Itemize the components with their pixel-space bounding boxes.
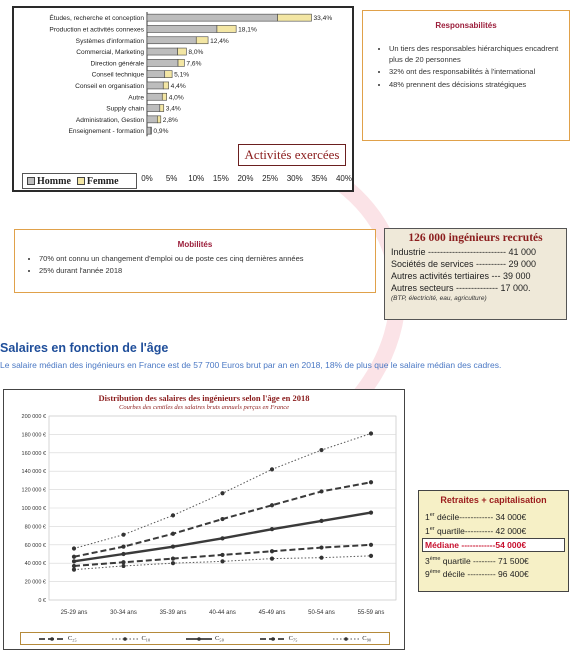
bar-homme: [147, 59, 178, 66]
bar-homme: [147, 82, 163, 89]
data-point: [171, 532, 175, 536]
data-point: [369, 431, 373, 435]
list-item: • 25% durant l'année 2018: [39, 265, 365, 277]
x-tick-label: 35%: [311, 174, 328, 183]
bar-homme: [147, 25, 217, 32]
bar-femme: [162, 93, 166, 100]
x-tick-label: 55-59 ans: [357, 610, 385, 616]
data-point: [220, 491, 224, 495]
bar-homme: [147, 116, 157, 123]
bar-homme: [147, 14, 278, 21]
legend-label: C₇₅: [288, 635, 298, 642]
data-point: [270, 467, 274, 471]
bar-value-label: 4,4%: [170, 82, 186, 90]
data-point: [72, 568, 76, 572]
responsabilites-title: Responsabilités: [435, 21, 497, 30]
data-point: [220, 536, 224, 540]
y-tick-label: 160 000 €: [21, 450, 46, 457]
salaires-chart-title: Distribution des salaires des ingénieurs selon l'âge en 2018: [98, 393, 310, 403]
data-point: [121, 545, 125, 549]
category-label: Production et activités connexes: [49, 26, 144, 34]
data-point: [171, 557, 175, 561]
legend-homme-label: Homme: [37, 175, 71, 187]
mobilites-box: [14, 229, 376, 293]
bar-value-label: 8,0%: [188, 49, 204, 57]
y-tick-label: 140 000 €: [21, 469, 46, 476]
category-label: Supply chain: [106, 105, 144, 113]
activities-chart: [12, 6, 354, 192]
bar-homme: [147, 37, 196, 44]
ordinal-suffix: er: [429, 512, 435, 518]
x-tick-label: 40-44 ans: [209, 610, 236, 616]
bar-femme: [217, 25, 236, 32]
data-point: [121, 552, 125, 556]
bar-value-label: 12,4%: [210, 37, 229, 45]
data-point: [270, 527, 274, 531]
data-point: [270, 503, 274, 507]
bar-value-label: 5,1%: [174, 71, 190, 79]
data-point: [319, 448, 323, 452]
legend-femme-label: Femme: [86, 175, 119, 187]
x-tick-label: 45-49 ans: [258, 610, 286, 616]
retraites-row-highlight: Médiane ------------54 000€: [422, 538, 565, 552]
recrutes-row: Autres activités tertiaires --- 39 000: [391, 271, 531, 281]
legend-item: [112, 635, 150, 642]
data-point: [171, 545, 175, 549]
bar-homme: [147, 105, 160, 112]
bar-value-label: 3,4%: [165, 105, 181, 113]
bar-value-label: 4,0%: [168, 94, 184, 102]
bar-homme: [147, 71, 165, 78]
y-tick-label: 120 000 €: [21, 487, 46, 494]
retraites-rows: [425, 509, 562, 580]
x-tick-label: 20%: [237, 174, 254, 183]
category-label: Administration, Gestion: [75, 116, 144, 124]
data-point: [369, 480, 373, 484]
x-tick-label: 50-54 ans: [308, 610, 335, 616]
salaires-chart: [3, 389, 405, 650]
ordinal-suffix: ème: [429, 555, 441, 562]
category-label: Systèmes d'information: [75, 37, 144, 45]
y-tick-label: 180 000 €: [21, 432, 46, 439]
y-tick-label: 200 000 €: [21, 414, 46, 420]
data-point: [369, 554, 373, 558]
legend-line-swatch: [39, 636, 65, 642]
x-tick-label: 15%: [212, 174, 229, 183]
data-point: [319, 545, 323, 549]
bar-femme: [165, 71, 172, 78]
bar-femme: [160, 105, 164, 112]
list-item: • 32% ont des responsabilités à l'international: [389, 67, 559, 78]
legend-homme-swatch: [27, 177, 35, 185]
retraites-box: [418, 490, 569, 592]
bar-value-label: 2,8%: [162, 116, 178, 124]
category-label: Conseil technique: [91, 71, 144, 79]
legend-marker: [124, 637, 128, 641]
data-point: [319, 556, 323, 560]
legend-homme: [27, 176, 71, 187]
legend-line-swatch: [186, 636, 212, 642]
recrutes-title: 126 000 ingénieurs recrutés: [408, 232, 543, 244]
legend-item: [186, 635, 224, 642]
legend-label: C₉₀: [362, 635, 372, 642]
bar-homme: [147, 48, 178, 55]
legend-line-swatch: [333, 636, 359, 642]
x-tick-label: 0%: [141, 174, 153, 183]
category-label: Enseignement - formation: [68, 128, 144, 136]
category-label: Études, recherche et conception: [49, 15, 144, 23]
data-point: [220, 559, 224, 563]
ordinal-suffix: er: [429, 525, 435, 532]
recrutes-note: (BTP, électricité, eau, agriculture): [391, 295, 487, 302]
recrutes-row: Autres secteurs -------------- 17 000.: [391, 283, 531, 293]
legend-marker: [197, 637, 201, 641]
section-paragraph: Le salaire médian des ingénieurs en France est de 57 700 Euros brut par an en 2018, 18% de plus que le salaire médian des cadres.: [0, 360, 502, 370]
y-tick-label: 80 000 €: [24, 524, 46, 531]
bar-femme: [157, 116, 160, 123]
category-label: Commercial, Marketing: [76, 49, 144, 57]
data-point: [171, 513, 175, 517]
bar-value-label: 18,1%: [238, 26, 257, 34]
list-item: • 70% ont connu un changement d'emploi ou de poste ces cinq dernières années: [39, 253, 365, 265]
y-tick-label: 60 000 €: [24, 542, 46, 549]
recrutes-row: Sociétés de services ---------- 29 000: [391, 259, 537, 269]
responsabilites-list: [373, 44, 559, 90]
legend-femme: [77, 176, 119, 187]
data-point: [369, 511, 373, 515]
bar-value-label: 7,6%: [186, 60, 202, 68]
ordinal-suffix: ème: [429, 569, 441, 576]
data-point: [270, 557, 274, 561]
retraites-title: Retraites + capitalisation: [440, 495, 547, 505]
salaires-plot: [4, 390, 404, 649]
x-tick-label: 40%: [335, 174, 352, 183]
data-point: [171, 561, 175, 565]
data-point: [121, 560, 125, 564]
section-title: Salaires en fonction de l'âge: [0, 341, 169, 355]
x-tick-label: 25%: [262, 174, 279, 183]
y-tick-label: 40 000 €: [24, 561, 46, 568]
x-tick-label: 30-34 ans: [110, 610, 137, 616]
retraites-row: 1er quartile---------- 42 000€: [425, 525, 527, 536]
retraites-row: 1er décile------------ 34 000€: [425, 511, 527, 522]
retraites-row: 9ème décile ---------- 96 400€: [425, 569, 529, 580]
data-point: [220, 553, 224, 557]
retraites-row: 3ème quartile -------- 71 500€: [425, 555, 529, 566]
mobilites-list: [25, 253, 365, 277]
legend-label: C₅₀: [215, 635, 224, 642]
legend-label: C₂₅: [67, 635, 77, 642]
category-label: Direction générale: [90, 60, 144, 68]
legend-marker: [271, 637, 275, 641]
bar-homme: [147, 93, 162, 100]
bar-value-label: 0,9%: [153, 128, 169, 136]
data-point: [72, 564, 76, 568]
x-tick-label: 10%: [188, 174, 205, 183]
recrutes-box: [384, 228, 567, 320]
mobilites-title: Mobilités: [177, 240, 213, 249]
list-item: • 48% prennent des décisions stratégiques: [389, 80, 559, 91]
bar-femme: [178, 48, 187, 55]
data-point: [121, 564, 125, 568]
x-tick-label: 5%: [165, 174, 178, 183]
data-point: [121, 533, 125, 537]
bar-value-label: 33,4%: [313, 15, 333, 23]
legend-femme-swatch: [77, 177, 85, 185]
list-item: • Un tiers des responsables hiérarchiques encadrent plus de 20 personnes: [389, 44, 559, 65]
activities-chart-title: Activités exercées: [238, 144, 346, 166]
x-tick-label: 30%: [286, 174, 303, 183]
legend-item: [260, 635, 298, 642]
recrutes-row: Industrie -------------------------- 41 000: [391, 247, 536, 257]
x-tick-label: 25-29 ans: [60, 610, 88, 616]
x-tick-label: 35-39 ans: [159, 610, 187, 616]
legend-line-swatch: [260, 636, 286, 642]
data-point: [72, 559, 76, 563]
legend-line-swatch: [112, 636, 138, 642]
salaires-chart-subtitle: Courbes des centiles des salaires bruts annuels perçus en France: [119, 404, 289, 411]
bar-homme: [147, 127, 151, 134]
activities-legend: [22, 173, 137, 189]
category-label: Conseil en organisation: [75, 82, 144, 90]
legend-item: [333, 635, 371, 642]
bar-femme: [163, 82, 168, 89]
responsabilites-box: [362, 10, 570, 141]
category-label: Autre: [128, 94, 144, 102]
bar-femme: [196, 37, 208, 44]
legend-marker: [344, 637, 348, 641]
bar-femme: [278, 14, 312, 21]
data-point: [72, 546, 76, 550]
bar-femme: [178, 59, 184, 66]
data-point: [270, 549, 274, 553]
data-point: [369, 543, 373, 547]
salaires-legend: [20, 632, 390, 645]
y-tick-label: 20 000 €: [24, 579, 46, 586]
data-point: [319, 489, 323, 493]
y-tick-label: 0 €: [38, 598, 46, 604]
legend-label: C₁₀: [141, 635, 151, 642]
data-point: [72, 555, 76, 559]
y-tick-label: 100 000 €: [21, 506, 46, 512]
legend-item: [39, 635, 77, 642]
data-point: [220, 517, 224, 521]
data-point: [319, 519, 323, 523]
legend-marker: [50, 637, 54, 641]
